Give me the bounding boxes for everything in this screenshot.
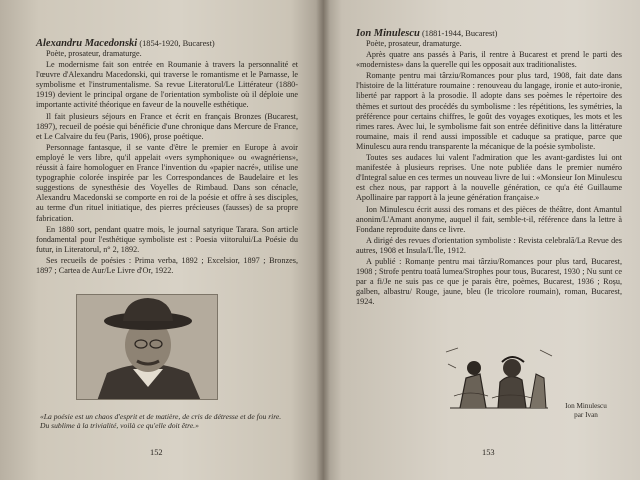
author-role-macedonski: Poète, prosateur, dramaturge. [46,49,142,58]
paragraph: A publié : Romanțe pentru mai târziu/Romances pour plus tard, Bucarest, 1908 ; Strofe pentru toată lumea/Strophes pour tous, Bucarest, 1930 ; Nu sunt ce par a fi/Je ne suis pas ce que je parais être, poèmes, Bucarest, 1936 ; Roșu, galben, albastru/ Rouge, jaune, bleu (le tricolore roumain), roman, Bucarest, 1924. [356,256,622,307]
paragraph: A dirigé des revues d'orientation symboliste : Revista celebrală/La Revue des autres, 1908 et Insula/L'Île, 1912. [356,235,622,255]
paragraph: Ion Minulescu écrit aussi des romans et des pièces de théâtre, dont Amantul anonim/L'Amant anonyme, auquel il fait, semble-t-il, référence dans la lettre à Fondane reproduite dans ce livre. [356,204,622,234]
paragraph: Après quatre ans passés à Paris, il rentre à Bucarest et prend le parti des «modernistes» dans la querelle qui les opposait aux traditionalistes. [356,50,622,70]
author-name-minulescu: Ion Minulescu [356,28,420,39]
author-name-macedonski: Alexandru Macedonski [36,38,138,49]
sketch-caption-line1: Ion Minulescu [565,402,607,410]
sketch-caption-line2: par Ivan [574,410,598,419]
paragraph: Romanțe pentru mai târziu/Romances pour plus tard, 1908, fait date dans l'histoire de la littérature roumaine : renouveau du langage, ironie et auto-ironie, liberté par rapport à la prosodie. Il adopte dans ses poèmes le répertoire des thèmes et surtout des procédés du symbolisme : les répétitions, les symétries, la préférence pour certains chiffres, le goût des voyages exotiques, les mots et les rimes rares. Avec lui, le symbolisme fait son entrée définitive dans la littérature roumaine, mais il rend aussi impossible et caduque sa pratique, parce que Minulescu aura rendu transparente la mécanique de la poésie symboliste. [356,71,622,151]
left-page-heading [36,38,298,49]
right-page-column [356,28,622,308]
sketch-caption [556,402,616,419]
portrait-quote-caption: «La poésie est un chaos d'esprit et de matière, de cris de détresse et de fou rire. Du sublime à la trivialité, voilà ce qu'elle doit être.» [40,412,282,431]
paragraph: Toutes ses audaces lui valent l'admiration que les avant-gardistes lui ont manifestée à plusieurs reprises. Une note publiée dans le premier numéro d'Integral salue en ces termes un nouveau livre de lui : «Monsieur Ion Minulescu est chez nous, par rapport à la nouvelle génération, ce qu'a été Guillaume Apollinaire par rapport à la jeune génération française.» [356,153,622,203]
macedonski-portrait-photo [76,294,218,400]
author-dates-minulescu: (1881-1944, Bucarest) [422,29,498,38]
paragraph: Le modernisme fait son entrée en Roumanie à travers la personnalité et l'œuvre d'Alexandru Macedonski, qui traverse le romantisme et le Parnasse, le symbolisme et l'instrumentalisme. Sa revue Literatorul/Le Littérateur (1880-1919) devient le principal organe de l'orientation symboliste où il déploie une importante activité théorique en faveur de la nouvelle esthétique. [36,60,298,110]
paragraph: Ses recueils de poésies : Prima verba, 1892 ; Excelsior, 1897 ; Bronzes, 1897 ; Cartea de Aur/Le Livre d'Or, 1922. [36,255,298,275]
paragraph: Personnage fantasque, il se vante d'être le premier en Europe à avoir employé le vers libre, qu'il appelait «vers symphonique» ou «wagnériens», réussit à faire homologuer en France l'invention du «papier nacré», utilise une typographie colorée inspirée par les Correspondances de Baudelaire et les suggestions de synesthésie des Voyelles de Rimbaud. Dans son cénacle, Alexandru Macedonski se comporte en roi de la poésie et offre à ses disciples, au terme d'un rituel initiatique, des pierres précieuses (fausses) de sa propre fabrication. [36,142,298,223]
paragraph: En 1880 sort, pendant quatre mois, le journal satyrique Tarara. Son article fondamental pour l'esthétique symboliste est : Poesia viitorului/La Poésie du futur, in Literatorul, n° 2, 1892. [36,224,298,254]
author-role-minulescu: Poète, prosateur, dramaturge. [366,39,462,48]
paragraph: Il fait plusieurs séjours en France et écrit en français Bronzes (Bucarest, 1897), recueil de poésie qui bénéficie d'une chronique dans Mercure de France, et Le Calvaire du feu (Paris, 1906), prose poétique. [36,111,298,141]
page-number-right: 153 [482,448,495,457]
minulescu-caricature-sketch [440,338,558,418]
page-number-left: 152 [150,448,163,457]
left-page-column [36,38,298,277]
book-gutter-shadow [316,0,330,480]
right-page-heading [356,28,622,39]
author-dates-macedonski: (1854-1920, Bucarest) [139,39,215,48]
